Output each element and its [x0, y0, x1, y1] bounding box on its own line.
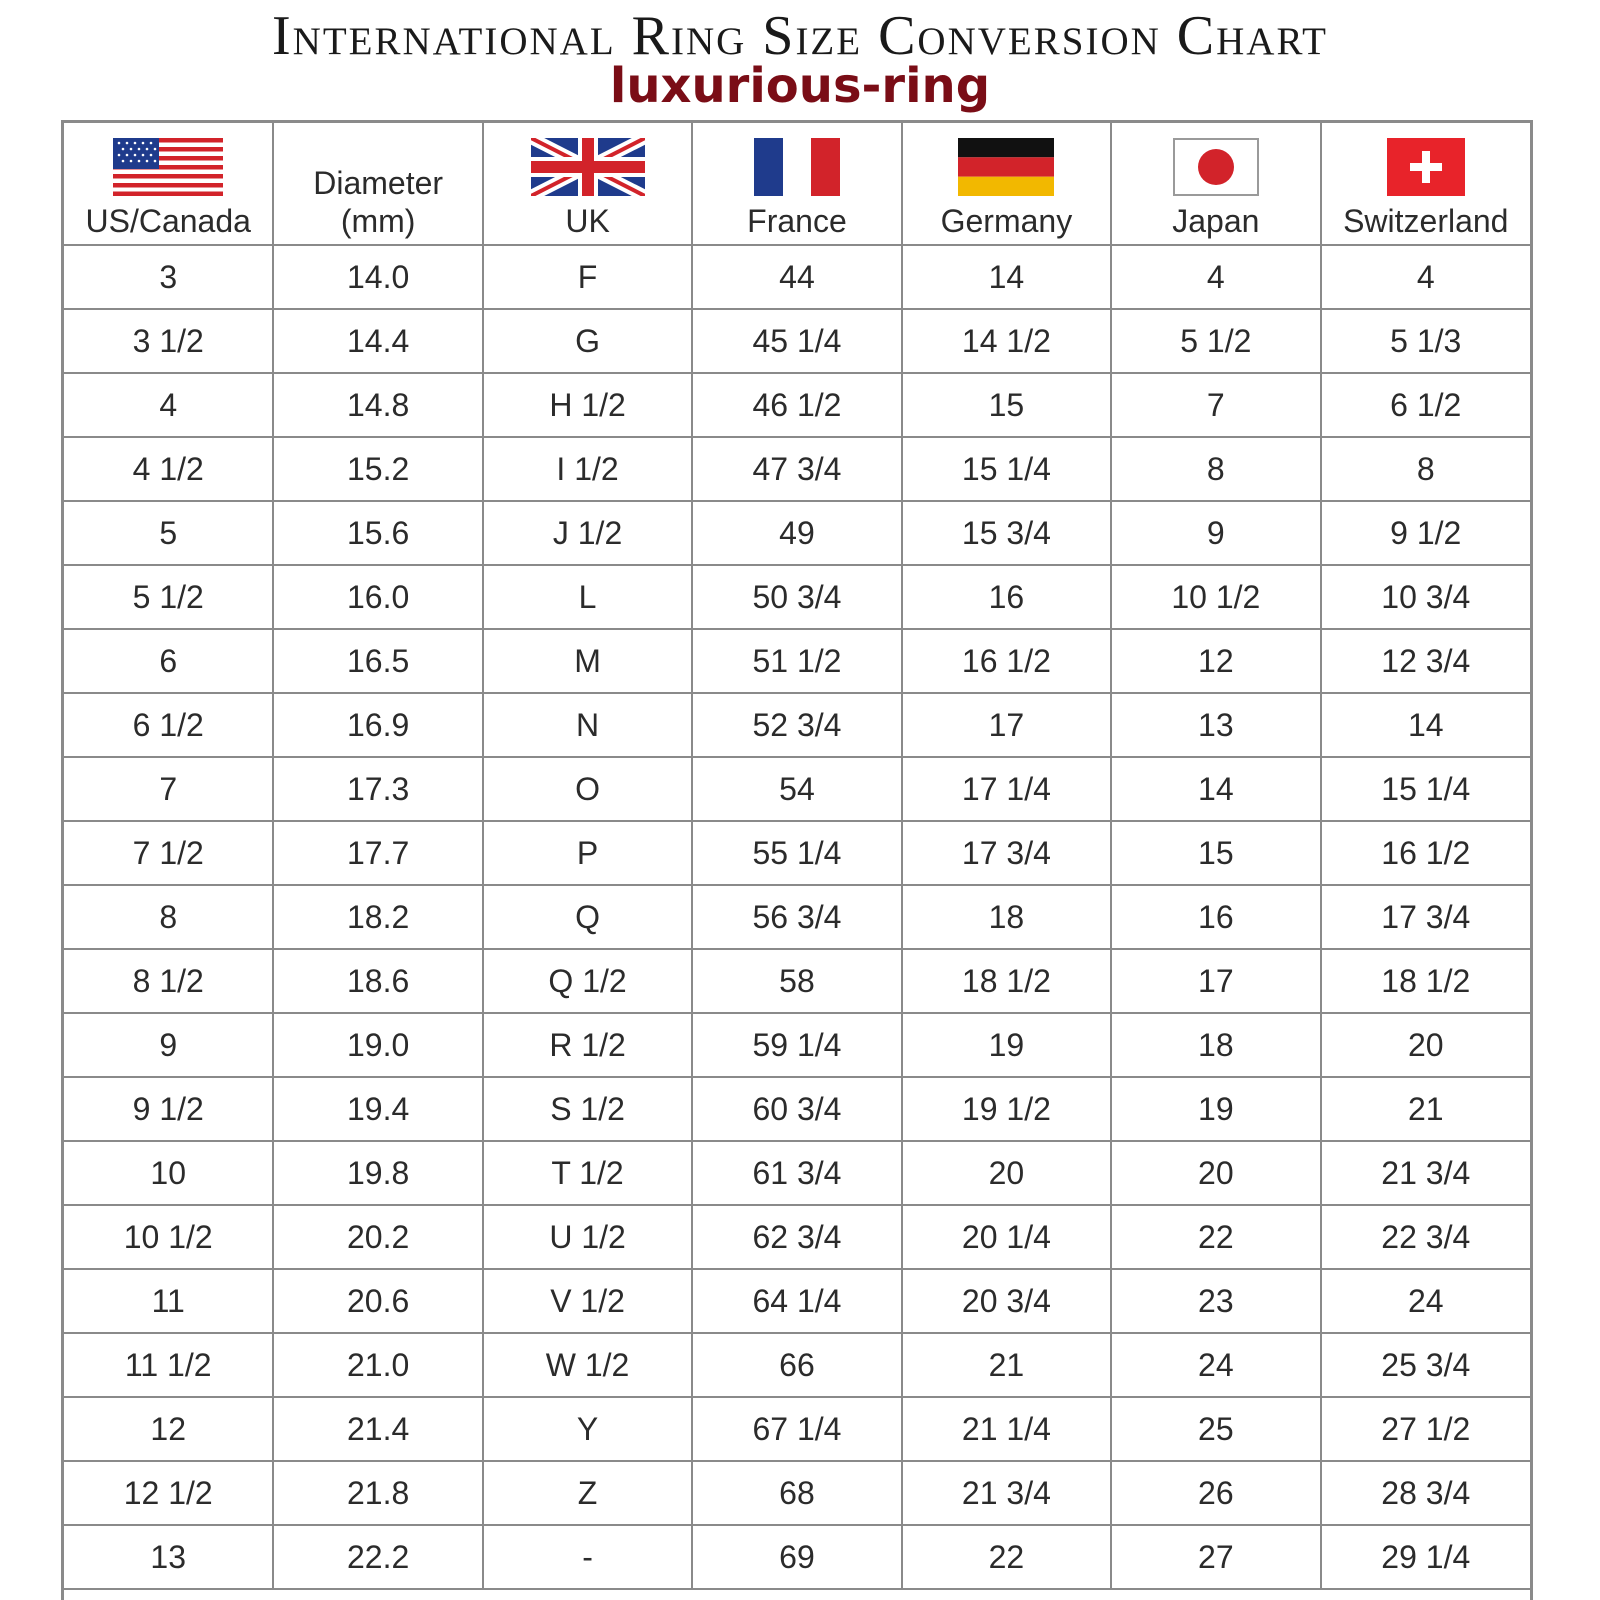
header-diameter	[273, 123, 482, 245]
cell-switzerland: 10 3/4	[1321, 565, 1530, 629]
cell-us-canada: 5 1/2	[64, 565, 273, 629]
cell-switzerland: 6 1/2	[1321, 373, 1530, 437]
cell-germany: 17 3/4	[902, 821, 1111, 885]
cell-uk: R 1/2	[483, 1013, 692, 1077]
table-row	[64, 1397, 1530, 1461]
header-germany	[902, 123, 1111, 245]
cell-switzerland: 18 1/2	[1321, 949, 1530, 1013]
cell-uk: U 1/2	[483, 1205, 692, 1269]
cell-switzerland: 28 3/4	[1321, 1461, 1530, 1525]
cell-uk: N	[483, 693, 692, 757]
cell-germany: 21 3/4	[902, 1461, 1111, 1525]
cell-us-canada: 11 1/2	[64, 1333, 273, 1397]
cell-france: 60 3/4	[692, 1077, 901, 1141]
cell-japan: 19	[1111, 1077, 1320, 1141]
cell-germany: 14 1/2	[902, 309, 1111, 373]
chart-title: International Ring Size Conversion Chart	[272, 5, 1328, 67]
cell-diameter: 15.6	[273, 501, 482, 565]
cell-diameter: 19.0	[273, 1013, 482, 1077]
cell-diameter: 21.0	[273, 1333, 482, 1397]
cell-us-canada: 10 1/2	[64, 1205, 273, 1269]
cell-switzerland: 22 3/4	[1321, 1205, 1530, 1269]
cell-japan: 16	[1111, 885, 1320, 949]
us-flag-icon	[113, 138, 223, 196]
cell-us-canada: 9	[64, 1013, 273, 1077]
cell-uk: T 1/2	[483, 1141, 692, 1205]
cell-france: 62 3/4	[692, 1205, 901, 1269]
cell-germany: 22	[902, 1525, 1111, 1589]
cell-us-canada: 3 1/2	[64, 309, 273, 373]
cell-japan: 10 1/2	[1111, 565, 1320, 629]
cell-japan: 9	[1111, 501, 1320, 565]
cell-switzerland: 14	[1321, 693, 1530, 757]
table-row	[64, 501, 1530, 565]
header-us-canada	[64, 123, 273, 245]
cell-germany: 21	[902, 1333, 1111, 1397]
header-france	[692, 123, 901, 245]
table-row	[64, 629, 1530, 693]
cell-us-canada: 4 1/2	[64, 437, 273, 501]
cell-diameter: 21.8	[273, 1461, 482, 1525]
cell-japan: 14	[1111, 757, 1320, 821]
cell-switzerland: 8	[1321, 437, 1530, 501]
cell-diameter: 18.6	[273, 949, 482, 1013]
cell-diameter: 18.2	[273, 885, 482, 949]
table-row	[64, 565, 1530, 629]
cell-germany: 18	[902, 885, 1111, 949]
cell-france: 68	[692, 1461, 901, 1525]
cell-japan: 13	[1111, 693, 1320, 757]
germany-flag-icon	[958, 138, 1054, 196]
cell-japan: 8	[1111, 437, 1320, 501]
cell-uk: F	[483, 245, 692, 309]
cell-germany: 20	[902, 1141, 1111, 1205]
cell-japan: 18	[1111, 1013, 1320, 1077]
header-label: UK	[565, 203, 610, 239]
table-row	[64, 1205, 1530, 1269]
cell-us-canada: 10	[64, 1141, 273, 1205]
cell-switzerland: 9 1/2	[1321, 501, 1530, 565]
cell-france: 47 3/4	[692, 437, 901, 501]
cell-france: 58	[692, 949, 901, 1013]
cell-france: 44	[692, 245, 901, 309]
cell-switzerland: 4	[1321, 245, 1530, 309]
cell-germany: 17 1/4	[902, 757, 1111, 821]
header-label: Diameter	[313, 165, 444, 201]
header-label: Japan	[1172, 203, 1260, 239]
france-flag-icon	[754, 138, 840, 196]
cell-us-canada: 4	[64, 373, 273, 437]
cell-diameter: 15.2	[273, 437, 482, 501]
cell-japan: 24	[1111, 1333, 1320, 1397]
cell-diameter: 17.3	[273, 757, 482, 821]
cell-france: 49	[692, 501, 901, 565]
table-row	[64, 437, 1530, 501]
cell-diameter: 16.0	[273, 565, 482, 629]
cell-japan: 15	[1111, 821, 1320, 885]
cell-germany: 15	[902, 373, 1111, 437]
cell-uk: Z	[483, 1461, 692, 1525]
cell-japan: 12	[1111, 629, 1320, 693]
cell-us-canada: 12	[64, 1397, 273, 1461]
cell-us-canada: 6 1/2	[64, 693, 273, 757]
cell-us-canada: 12 1/2	[64, 1461, 273, 1525]
cell-france: 67 1/4	[692, 1397, 901, 1461]
cell-france: 52 3/4	[692, 693, 901, 757]
cell-uk: V 1/2	[483, 1269, 692, 1333]
cell-switzerland: 25 3/4	[1321, 1333, 1530, 1397]
japan-flag-icon	[1173, 138, 1259, 196]
cell-uk: Q	[483, 885, 692, 949]
cell-japan: 25	[1111, 1397, 1320, 1461]
header-label: France	[747, 203, 847, 239]
ring-size-table	[61, 120, 1533, 1600]
cell-germany: 14	[902, 245, 1111, 309]
table-row	[64, 373, 1530, 437]
cell-switzerland: 21	[1321, 1077, 1530, 1141]
cell-france: 50 3/4	[692, 565, 901, 629]
cell-us-canada: 8	[64, 885, 273, 949]
cell-germany: 15 1/4	[902, 437, 1111, 501]
cell-japan: 7	[1111, 373, 1320, 437]
cell-us-canada: 3	[64, 245, 273, 309]
table-row	[64, 1077, 1530, 1141]
cell-france: 54	[692, 757, 901, 821]
cell-diameter: 19.8	[273, 1141, 482, 1205]
cell-diameter: 14.0	[273, 245, 482, 309]
header-uk	[483, 123, 692, 245]
cell-us-canada: 7	[64, 757, 273, 821]
cell-switzerland: 24	[1321, 1269, 1530, 1333]
cell-japan: 5 1/2	[1111, 309, 1320, 373]
header-label: US/Canada	[85, 203, 251, 239]
cell-uk: Y	[483, 1397, 692, 1461]
cell-france: 56 3/4	[692, 885, 901, 949]
table-body	[64, 245, 1530, 1589]
cell-uk: P	[483, 821, 692, 885]
cell-diameter: 22.2	[273, 1525, 482, 1589]
cell-diameter: 20.2	[273, 1205, 482, 1269]
uk-flag-icon	[531, 138, 645, 196]
table-row	[64, 757, 1530, 821]
cell-germany: 18 1/2	[902, 949, 1111, 1013]
cell-france: 59 1/4	[692, 1013, 901, 1077]
cell-germany: 20 1/4	[902, 1205, 1111, 1269]
table-row	[64, 693, 1530, 757]
table-row	[64, 1525, 1530, 1589]
cell-switzerland: 29 1/4	[1321, 1525, 1530, 1589]
cell-japan: 17	[1111, 949, 1320, 1013]
table-row	[64, 821, 1530, 885]
table-row	[64, 949, 1530, 1013]
table-row	[64, 1141, 1530, 1205]
header-label: Germany	[940, 203, 1073, 239]
cell-germany: 16	[902, 565, 1111, 629]
cell-japan: 4	[1111, 245, 1320, 309]
cell-uk: L	[483, 565, 692, 629]
cell-france: 64 1/4	[692, 1269, 901, 1333]
switzerland-flag-icon	[1387, 138, 1465, 196]
cell-uk: -	[483, 1525, 692, 1589]
cell-diameter: 19.4	[273, 1077, 482, 1141]
cell-japan: 23	[1111, 1269, 1320, 1333]
cell-switzerland: 27 1/2	[1321, 1397, 1530, 1461]
header-row	[64, 123, 1530, 245]
cell-diameter: 16.5	[273, 629, 482, 693]
cell-france: 51 1/2	[692, 629, 901, 693]
cell-uk: G	[483, 309, 692, 373]
cell-diameter: 16.9	[273, 693, 482, 757]
cell-france: 46 1/2	[692, 373, 901, 437]
cell-germany: 19 1/2	[902, 1077, 1111, 1141]
header-label: Switzerland	[1343, 203, 1509, 239]
cell-diameter: 20.6	[273, 1269, 482, 1333]
cell-us-canada: 8 1/2	[64, 949, 273, 1013]
cell-us-canada: 5	[64, 501, 273, 565]
cell-us-canada: 11	[64, 1269, 273, 1333]
table-row	[64, 1333, 1530, 1397]
cell-uk: J 1/2	[483, 501, 692, 565]
header-japan	[1111, 123, 1320, 245]
cell-uk: H 1/2	[483, 373, 692, 437]
table-row	[64, 1269, 1530, 1333]
cell-uk: S 1/2	[483, 1077, 692, 1141]
cell-switzerland: 15 1/4	[1321, 757, 1530, 821]
cell-switzerland: 5 1/3	[1321, 309, 1530, 373]
cell-uk: I 1/2	[483, 437, 692, 501]
cell-japan: 20	[1111, 1141, 1320, 1205]
cell-france: 69	[692, 1525, 901, 1589]
cell-us-canada: 6	[64, 629, 273, 693]
cell-japan: 22	[1111, 1205, 1320, 1269]
cell-switzerland: 20	[1321, 1013, 1530, 1077]
cell-switzerland: 17 3/4	[1321, 885, 1530, 949]
cell-japan: 26	[1111, 1461, 1320, 1525]
cell-switzerland: 12 3/4	[1321, 629, 1530, 693]
cell-germany: 16 1/2	[902, 629, 1111, 693]
cell-france: 66	[692, 1333, 901, 1397]
cell-switzerland: 21 3/4	[1321, 1141, 1530, 1205]
cell-uk: O	[483, 757, 692, 821]
cell-germany: 17	[902, 693, 1111, 757]
table-row	[64, 1013, 1530, 1077]
cell-france: 45 1/4	[692, 309, 901, 373]
table-row	[64, 309, 1530, 373]
cell-diameter: 14.8	[273, 373, 482, 437]
cell-us-canada: 9 1/2	[64, 1077, 273, 1141]
cell-uk: M	[483, 629, 692, 693]
cell-germany: 21 1/4	[902, 1397, 1111, 1461]
cell-france: 61 3/4	[692, 1141, 901, 1205]
table-row	[64, 885, 1530, 949]
cell-germany: 20 3/4	[902, 1269, 1111, 1333]
header-switzerland	[1321, 123, 1530, 245]
cell-germany: 15 3/4	[902, 501, 1111, 565]
table-row	[64, 245, 1530, 309]
header-label-unit: (mm)	[340, 203, 416, 239]
cell-japan: 27	[1111, 1525, 1320, 1589]
cell-diameter: 17.7	[273, 821, 482, 885]
brand-name: luxurious-ring	[609, 58, 991, 114]
table-row	[64, 1461, 1530, 1525]
cell-switzerland: 16 1/2	[1321, 821, 1530, 885]
cell-diameter: 21.4	[273, 1397, 482, 1461]
cell-france: 55 1/4	[692, 821, 901, 885]
cell-us-canada: 7 1/2	[64, 821, 273, 885]
cell-uk: Q 1/2	[483, 949, 692, 1013]
cell-us-canada: 13	[64, 1525, 273, 1589]
cell-diameter: 14.4	[273, 309, 482, 373]
cell-uk: W 1/2	[483, 1333, 692, 1397]
cell-germany: 19	[902, 1013, 1111, 1077]
